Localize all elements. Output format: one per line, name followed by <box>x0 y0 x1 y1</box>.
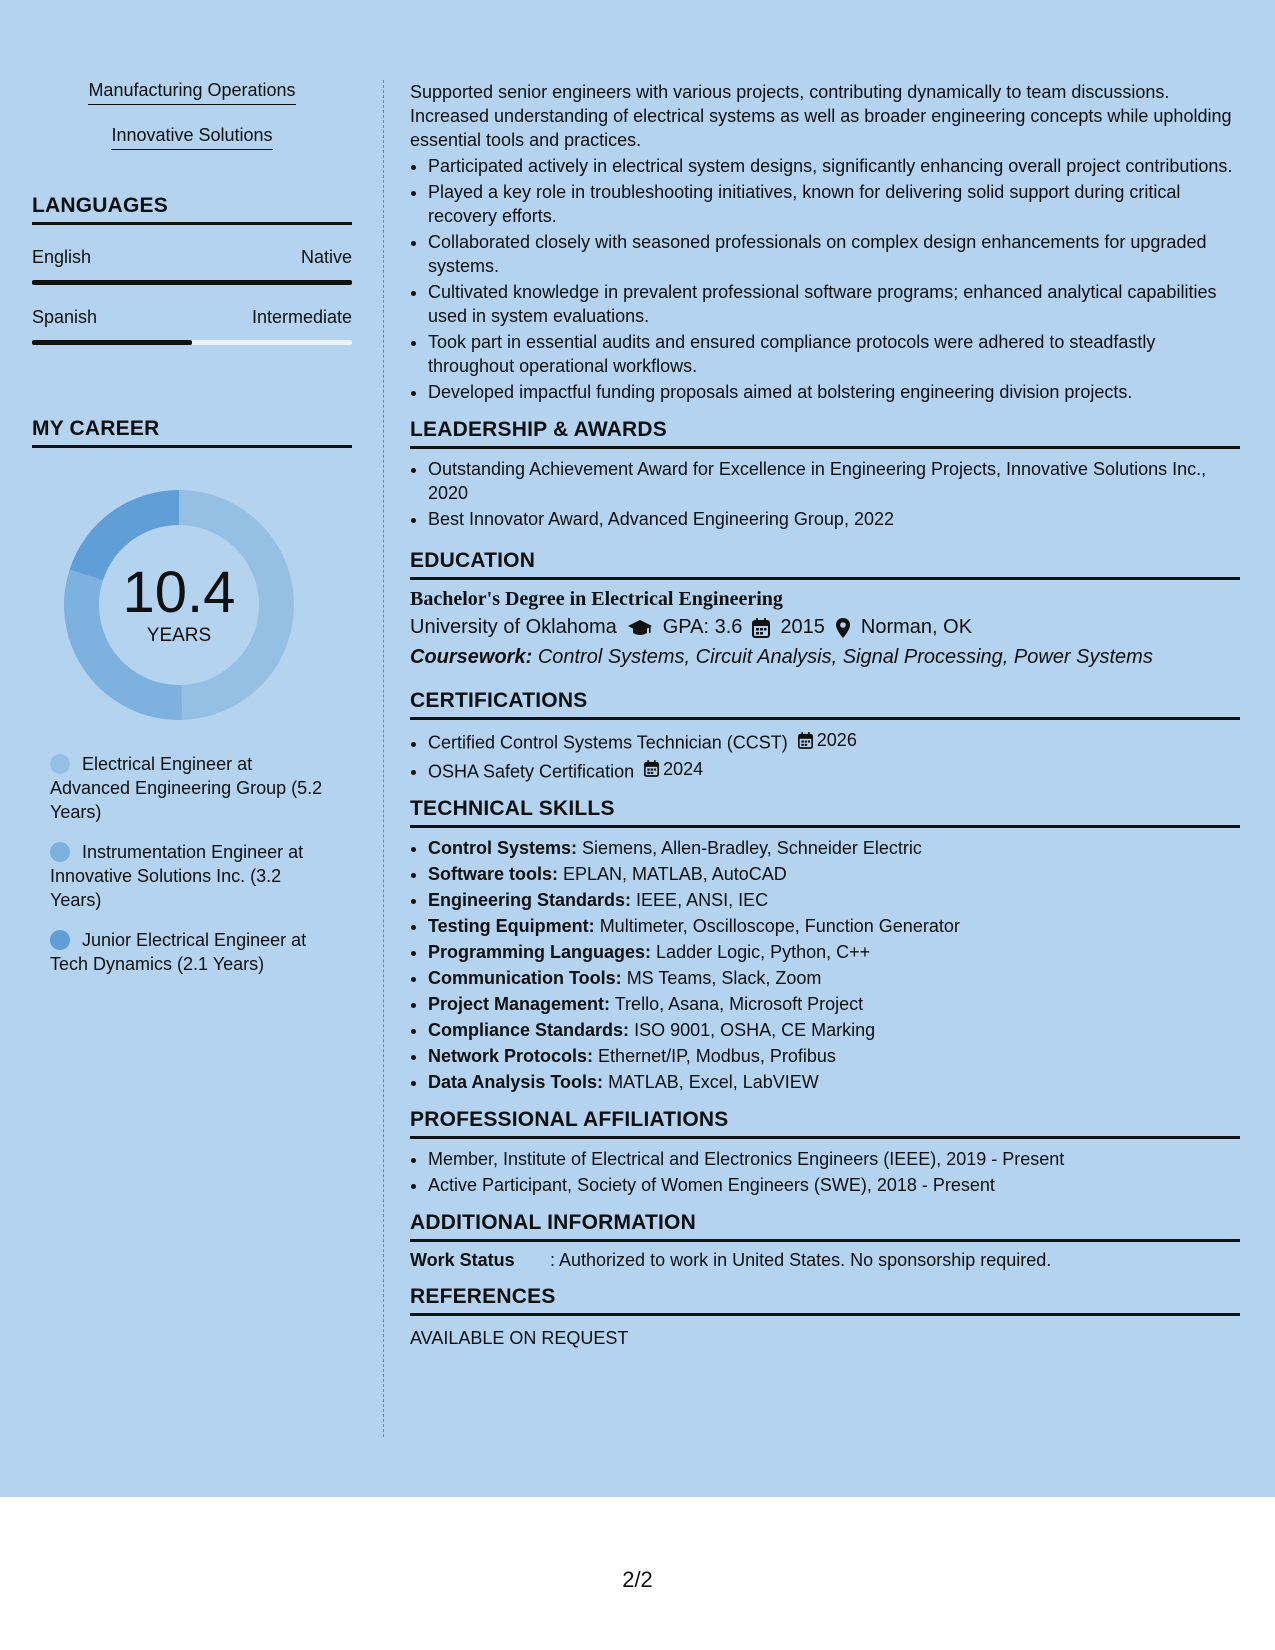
languages-title: LANGUAGES <box>32 194 352 225</box>
experience-bullets <box>410 154 1240 404</box>
right-column <box>410 80 1240 1349</box>
experience-bullet: • Cultivated knowledge in prevalent professional software programs; enhanced analytical capabilities used in system evaluations. <box>428 280 1240 328</box>
skill-value: MS Teams, Slack, Zoom <box>626 968 822 988</box>
skill-item <box>428 888 1240 912</box>
language-item <box>32 307 352 345</box>
language-name: English <box>32 247 92 267</box>
career-role-text: Instrumentation Engineer at Innovative Solutions Inc. (3.2 Years) <box>50 842 304 910</box>
experience-bullet: • Played a key role in troubleshooting initiatives, known for delivering solid support during critical recovery efforts. <box>428 180 1240 228</box>
skill-label: Network Protocols: <box>428 1046 594 1066</box>
skill-value: Multimeter, Oscilloscope, Function Generator <box>599 916 960 936</box>
skill-label: Control Systems: <box>428 838 578 858</box>
career-title: MY CAREER <box>32 417 352 448</box>
additional-section <box>410 1211 1240 1271</box>
skill-value: ISO 9001, OSHA, CE Marking <box>634 1020 876 1040</box>
skill-label: Project Management: <box>428 994 611 1014</box>
affiliation-item: • Member, Institute of Electrical and Electronics Engineers (IEEE), 2019 - Present <box>428 1147 1240 1171</box>
link-manufacturing-operations[interactable]: Manufacturing Operations <box>88 80 295 105</box>
affiliations-section <box>410 1108 1240 1197</box>
skill-value: Trello, Asana, Microsoft Project <box>614 994 864 1014</box>
map-pin-icon <box>835 617 851 639</box>
language-item <box>32 247 352 285</box>
language-proficiency-bar <box>32 340 352 345</box>
education-school: University of Oklahoma <box>410 616 617 638</box>
coursework-label: Coursework: <box>410 646 533 668</box>
skill-item <box>428 1070 1240 1094</box>
career-role-item <box>50 928 330 976</box>
education-degree: Bachelor's Degree in Electrical Engineering <box>410 588 783 610</box>
skill-value: IEEE, ANSI, IEC <box>636 890 769 910</box>
skill-item <box>428 1018 1240 1042</box>
experience-bullet: • Took part in essential audits and ensured compliance protocols were adhered to steadfastly throughout operational workflows. <box>428 330 1240 378</box>
career-donut-chart <box>64 490 294 720</box>
career-role-dot <box>50 842 70 862</box>
education-title: EDUCATION <box>410 549 1240 580</box>
career-role-item <box>50 752 330 824</box>
career-roles-list <box>32 752 352 976</box>
education-year: 2015 <box>780 616 825 638</box>
affiliations-list <box>410 1147 1240 1197</box>
skills-title: TECHNICAL SKILLS <box>410 797 1240 828</box>
career-role-text: Junior Electrical Engineer at Tech Dynamics (2.1 Years) <box>50 930 307 974</box>
certification-year: 2026 <box>816 730 857 750</box>
certifications-list <box>410 728 1240 783</box>
education-meta <box>410 616 1240 639</box>
education-section <box>410 549 1240 669</box>
certifications-title: CERTIFICATIONS <box>410 689 1240 720</box>
education-coursework <box>410 646 1240 669</box>
skill-label: Testing Equipment: <box>428 916 595 936</box>
languages-section <box>32 194 352 345</box>
certification-date <box>644 757 703 781</box>
additional-title: ADDITIONAL INFORMATION <box>410 1211 1240 1242</box>
award-item: • Outstanding Achievement Award for Excellence in Engineering Projects, Innovative Solutions Inc., 2020 <box>428 457 1240 505</box>
career-years-unit: YEARS <box>146 625 212 646</box>
experience-bullet: • Participated actively in electrical system designs, significantly enhancing overall project contributions. <box>428 154 1240 178</box>
experience-summary: Supported senior engineers with various projects, contributing dynamically to team discussions. Increased understanding of electrical systems as well as broader engineering concepts while upholding essential tools and practices. <box>410 82 1232 150</box>
career-role-text: Electrical Engineer at Advanced Engineering Group (5.2 Years) <box>50 754 323 822</box>
career-role-item <box>50 840 330 912</box>
skill-item <box>428 1044 1240 1068</box>
skill-value: Ethernet/IP, Modbus, Profibus <box>598 1046 836 1066</box>
affiliation-item: • Active Participant, Society of Women Engineers (SWE), 2018 - Present <box>428 1173 1240 1197</box>
page-number: 2/2 <box>622 1567 653 1592</box>
coursework-list: Control Systems, Circuit Analysis, Signal Processing, Power Systems <box>537 646 1153 668</box>
skill-label: Engineering Standards: <box>428 890 632 910</box>
skill-item <box>428 940 1240 964</box>
calendar-icon <box>752 618 770 638</box>
donut-center <box>64 490 294 720</box>
language-row <box>32 307 352 328</box>
language-proficiency-fill <box>32 340 192 345</box>
skill-item <box>428 914 1240 938</box>
education-gpa: GPA: 3.6 <box>662 616 743 638</box>
awards-title: LEADERSHIP & AWARDS <box>410 418 1240 449</box>
work-status-value: : Authorized to work in United States. No sponsorship required. <box>550 1250 1052 1270</box>
skill-item <box>428 992 1240 1016</box>
skill-label: Communication Tools: <box>428 968 622 988</box>
certification-name: Certified Control Systems Technician (CCST) <box>428 732 788 753</box>
skill-item <box>428 966 1240 990</box>
language-level: Native <box>300 247 352 267</box>
references-section <box>410 1285 1240 1349</box>
language-level: Intermediate <box>251 307 352 327</box>
certification-year: 2024 <box>663 758 704 779</box>
calendar-icon <box>798 732 813 749</box>
graduation-cap-icon <box>627 618 653 638</box>
skill-value: EPLAN, MATLAB, AutoCAD <box>563 864 787 884</box>
language-name: Spanish <box>32 307 98 327</box>
experience-bullet: • Developed impactful funding proposals aimed at bolstering engineering division projects. <box>428 380 1240 404</box>
affiliations-title: PROFESSIONAL AFFILIATIONS <box>410 1108 1240 1139</box>
calendar-icon <box>644 760 659 777</box>
languages-list <box>32 247 352 345</box>
references-text: AVAILABLE ON REQUEST <box>410 1328 629 1348</box>
career-section <box>32 417 352 976</box>
work-status-row <box>410 1250 1240 1271</box>
skill-label: Data Analysis Tools: <box>428 1072 604 1092</box>
skill-label: Compliance Standards: <box>428 1020 630 1040</box>
skill-item <box>428 862 1240 886</box>
education-location: Norman, OK <box>860 616 973 638</box>
language-row <box>32 247 352 268</box>
award-item: • Best Innovator Award, Advanced Engineering Group, 2022 <box>428 507 1240 531</box>
skill-value: Siemens, Allen-Bradley, Schneider Electric <box>582 838 922 858</box>
left-column <box>32 80 352 992</box>
language-proficiency-bar <box>32 280 352 285</box>
certification-date <box>798 728 857 752</box>
language-proficiency-fill <box>32 280 352 285</box>
experience-bullet: • Collaborated closely with seasoned professionals on complex design enhancements for upgraded systems. <box>428 230 1240 278</box>
skill-value: Ladder Logic, Python, C++ <box>656 942 871 962</box>
skills-section <box>410 797 1240 1094</box>
skill-label: Programming Languages: <box>428 942 652 962</box>
skill-value: MATLAB, Excel, LabVIEW <box>608 1072 819 1092</box>
career-role-dot <box>50 754 70 774</box>
references-title: REFERENCES <box>410 1285 1240 1316</box>
skill-label: Software tools: <box>428 864 559 884</box>
certification-name: OSHA Safety Certification <box>428 761 635 781</box>
skills-list <box>410 836 1240 1094</box>
certification-item <box>428 728 1240 755</box>
skill-item <box>428 836 1240 860</box>
certification-item <box>428 757 1240 784</box>
career-role-dot <box>50 930 70 950</box>
awards-list <box>410 457 1240 531</box>
certifications-section <box>410 689 1240 783</box>
awards-section <box>410 418 1240 531</box>
link-innovative-solutions[interactable]: Innovative Solutions <box>111 125 272 150</box>
column-divider <box>383 80 384 1437</box>
work-status-label: Work Status <box>410 1250 515 1270</box>
career-total-years: 10.4 <box>122 560 236 625</box>
